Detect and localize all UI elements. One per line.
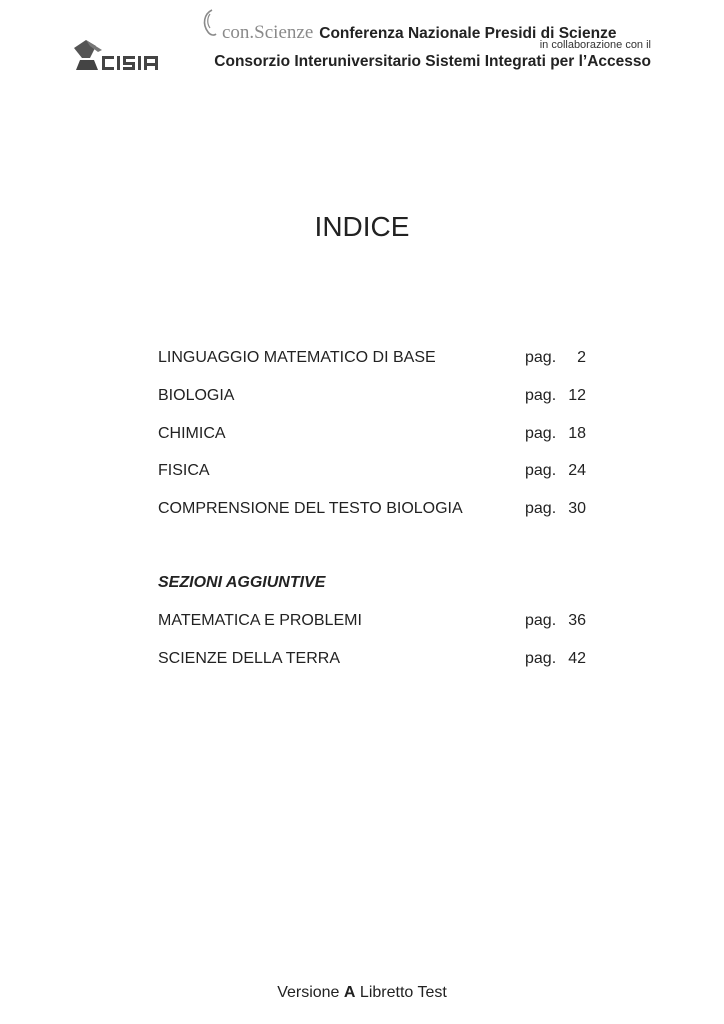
toc-entry-pag: pag. — [525, 387, 557, 404]
header-title-primary: Conferenza Nazionale Presidi di Scienze — [319, 25, 617, 42]
toc-entry — [158, 500, 598, 520]
page-footer — [0, 984, 724, 1002]
toc-entry-page-number: 12 — [568, 387, 586, 404]
header-title-secondary: Consorzio Interuniversitario Sistemi Integrati per l’Accesso — [214, 53, 651, 70]
toc-entry-label: LINGUAGGIO MATEMATICO DI BASE — [158, 349, 436, 366]
conscienze-swirl-icon — [198, 8, 220, 38]
toc-entry-page-number: 36 — [568, 612, 586, 629]
footer-version-letter: A — [343, 984, 356, 1001]
toc-entry-label: CHIMICA — [158, 425, 226, 442]
toc-entry-page-number: 18 — [568, 425, 586, 442]
page-header — [0, 0, 724, 80]
toc-entry-pag: pag. — [525, 462, 557, 479]
toc-entry-page-number: 24 — [568, 462, 586, 479]
footer-prefix: Versione — [277, 984, 340, 1001]
toc-entry — [158, 349, 598, 369]
toc-entry-label: BIOLOGIA — [158, 387, 235, 404]
toc-entry-label: SCIENZE DELLA TERRA — [158, 650, 340, 667]
toc-entry-pag: pag. — [525, 425, 557, 442]
header-collaboration-note: in collaborazione con il — [539, 39, 651, 51]
toc-entry-pag: pag. — [525, 612, 557, 629]
toc-entry-label: FISICA — [158, 462, 210, 479]
toc-entry — [158, 612, 598, 632]
toc-section-heading: SEZIONI AGGIUNTIVE — [158, 574, 326, 591]
conscienze-logo — [198, 8, 319, 44]
toc-entry-label: MATEMATICA E PROBLEMI — [158, 612, 362, 629]
toc-entry-page-number: 30 — [568, 500, 586, 517]
toc-entry — [158, 462, 598, 482]
toc-entry-pag: pag. — [525, 650, 557, 667]
toc-entry-page-number: 2 — [577, 349, 586, 366]
cisia-mark-icon — [74, 40, 102, 70]
page-title: INDICE — [314, 211, 410, 242]
toc-entry-pag: pag. — [525, 349, 557, 366]
footer-suffix: Libretto Test — [359, 984, 447, 1001]
cisia-logo — [72, 38, 166, 72]
conscienze-logo-text: con.Scienze — [222, 22, 314, 43]
toc-entry-page-number: 42 — [568, 650, 586, 667]
cisia-wordmark-icon — [102, 56, 158, 70]
toc-entry — [158, 425, 598, 445]
toc-entry — [158, 387, 598, 407]
toc-entry-label: COMPRENSIONE DEL TESTO BIOLOGIA — [158, 500, 463, 517]
toc-entry-pag: pag. — [525, 500, 557, 517]
toc-entry — [158, 650, 598, 670]
